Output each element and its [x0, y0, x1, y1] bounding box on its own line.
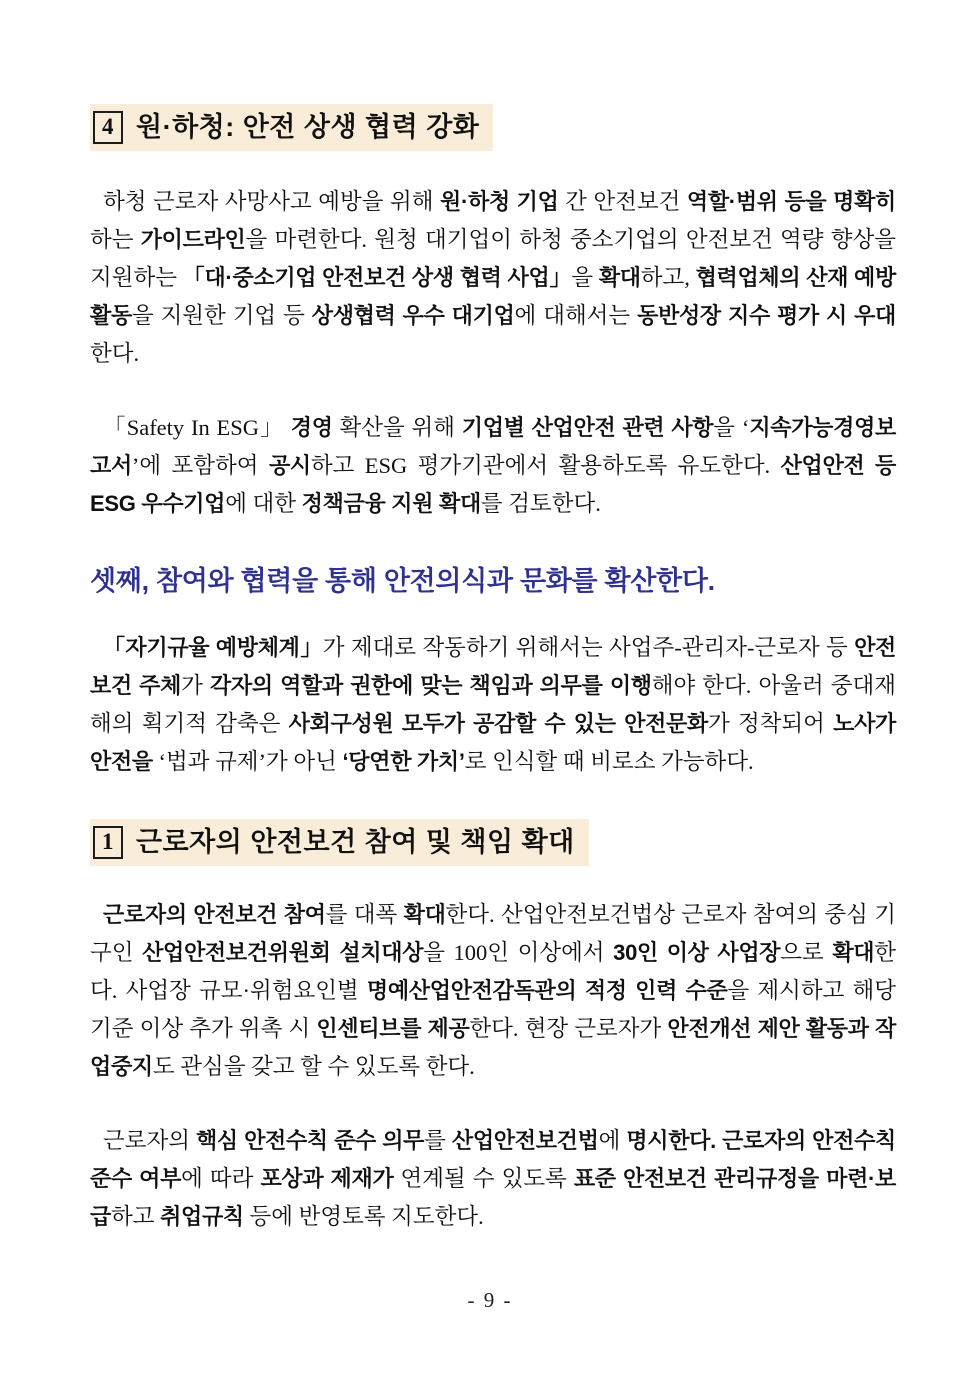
chapter-heading-third: 셋째, 참여와 협력을 통해 안전의식과 문화를 확산한다.	[90, 566, 715, 596]
section-heading-4	[90, 104, 896, 151]
section-heading-4-highlight	[90, 104, 493, 151]
page-content	[90, 104, 896, 1256]
section-heading-1-highlight	[90, 819, 589, 866]
paragraph-safety-rule-duty: 근로자의 핵심 안전수칙 준수 의무를 산업안전보건법에 명시한다. 근로자의 안전수칙 준수 여부에 따라 포상과 제재가 연계될 수 있도록 표준 안전보건 관리규정을 마련·보급하고 취업규칙 등에 반영토록 지도한다.	[90, 1128, 896, 1230]
spacer	[90, 393, 896, 409]
paragraph-self-regulation-culture: 「자기규율 예방체계」가 제대로 작동하기 위해서는 사업주-관리자-근로자 등 안전보건 주체가 각자의 역할과 권한에 맞는 책임과 의무를 이행해야 한다. 아울러 중대재해의 획기적 감축은 사회구성원 모두가 공감할 수 있는 안전문화가 정착되어 노사가 안전을 ‘법과 규제’가 아닌 ‘당연한 가치’로 인식할 때 비로소 가능하다.	[90, 635, 897, 775]
paragraph-safety-in-esg: 「Safety In ESG」 경영 확산을 위해 기업별 산업안전 관련 사항을 ‘지속가능경영보고서’에 포함하여 공시하고 ESG 평가기관에서 활용하도록 유도한다. 산업안전 등 ESG 우수기업에 대한 정책금융 지원 확대를 검토한다.	[90, 415, 896, 516]
spacer	[90, 1106, 896, 1122]
section-heading-4-title: 원·하청: 안전 상생 협력 강화	[136, 112, 480, 142]
section-number-box-1: 1	[93, 826, 123, 859]
paragraph-worker-participation: 근로자의 안전보건 참여를 대폭 확대한다. 산업안전보건법상 근로자 참여의 중심 기구인 산업안전보건위원회 설치대상을 100인 이상에서 30인 이상 사업장으로 확대한다. 사업장 규모·위험요인별 명예산업안전감독관의 적정 인력 수준을 제시하고 해당 기준 이상 추가 위촉 시 인센티브를 제공한다. 현장 근로자가 안전개선 제안 활동과 작업중지도 관심을 갖고 할 수 있도록 한다.	[90, 902, 897, 1080]
page-number: - 9 -	[467, 1288, 513, 1312]
section-number-box-4: 4	[93, 111, 123, 144]
section-heading-1-title: 근로자의 안전보건 참여 및 책임 확대	[136, 827, 575, 858]
section-heading-1	[90, 819, 896, 866]
paragraph-subcontract-guideline: 하청 근로자 사망사고 예방을 위해 원·하청 기업 간 안전보건 역할·범위 등을 명확히 하는 가이드라인을 마련한다. 원청 대기업이 하청 중소기업의 안전보건 역량 향상을 지원하는 「대·중소기업 안전보건 상생 협력 사업」을 확대하고, 협력업체의 산재 예방활동을 지원한 기업 등 상생협력 우수 대기업에 대해서는 동반성장 지수 평가 시 우대한다.	[90, 189, 896, 366]
